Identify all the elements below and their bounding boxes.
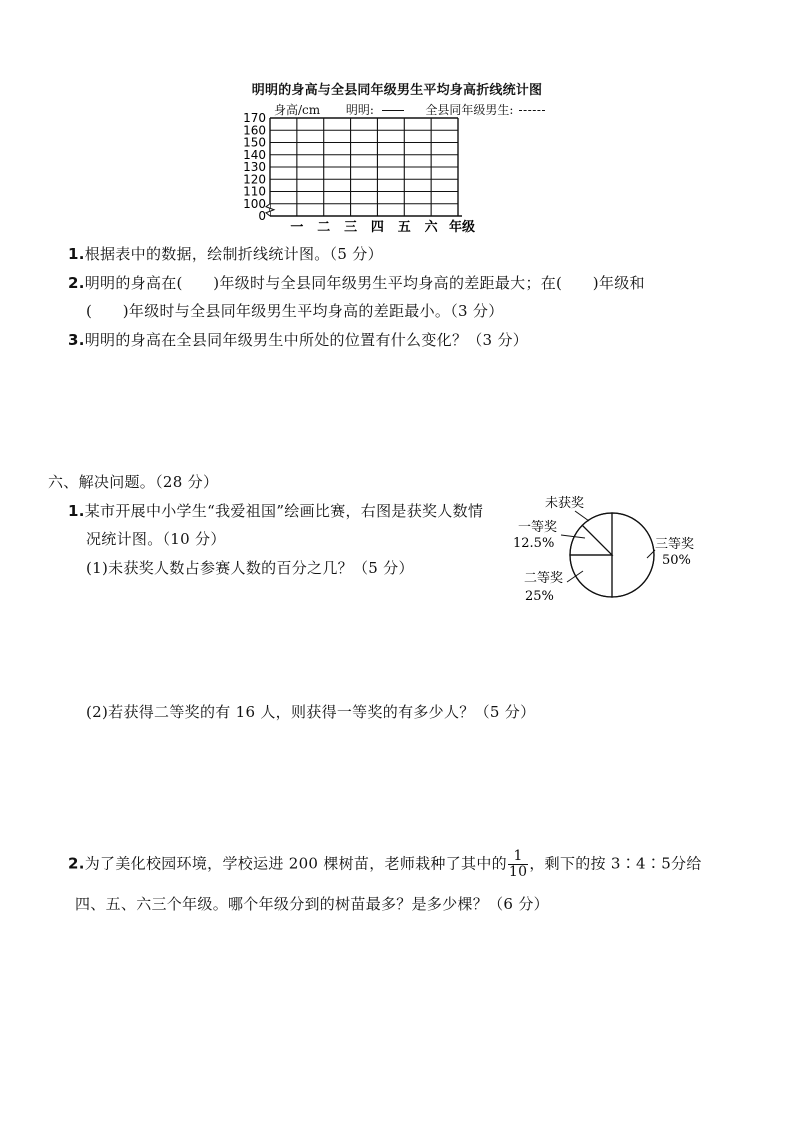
fraction-numerator: 1: [508, 849, 528, 865]
leader-line-weihuojiang: [575, 511, 589, 521]
x-tick-label: 六: [424, 220, 438, 235]
question-number: 1.: [68, 245, 85, 263]
x-tick-labels: [290, 219, 475, 235]
leader-line-erdengjiang: [567, 571, 583, 582]
pie-value-sandengjiang: 50%: [662, 553, 691, 568]
fraction-one-tenth: [508, 849, 528, 880]
question-6-1-sub1: (1)未获奖人数占参赛人数的百分之几？（5 分）: [86, 559, 414, 577]
x-tick-label: 一: [290, 220, 304, 235]
y-tick-labels: [243, 111, 266, 223]
y-tick-label: 130: [243, 160, 266, 174]
section-6-heading: 六、解决问题。（28 分）: [48, 473, 219, 491]
x-tick-label: 四: [370, 220, 384, 235]
x-axis-label: 年级: [448, 220, 476, 235]
question-5-3: [68, 329, 528, 350]
question-text: 根据表中的数据，绘制折线统计图。（5 分）: [84, 245, 383, 263]
pie-slice: [570, 525, 612, 555]
line-chart: [230, 110, 490, 235]
x-tick-label: 二: [317, 220, 331, 235]
x-tick-label: 三: [344, 220, 358, 235]
pie-label-erdengjiang: 二等奖: [524, 571, 564, 586]
y-tick-label: 110: [243, 184, 266, 199]
question-6-1: [68, 500, 483, 521]
question-text: 为了美化校园环境，学校运进 200 棵树苗，老师栽种了其中的: [84, 854, 507, 873]
pie-value-erdengjiang: 25%: [525, 589, 554, 604]
question-5-2-line2: [86, 300, 504, 321]
y-tick-label: 150: [243, 135, 266, 150]
question-text: 某市开展中小学生“我爱祖国”绘画比赛，右图是获奖人数情: [84, 502, 484, 520]
question-text: 明明的身高在全县同年级男生中所处的位置有什么变化？（3 分）: [84, 331, 529, 349]
y-tick-label: 140: [243, 147, 266, 162]
fraction-denominator: 10: [508, 864, 528, 880]
question-number: 2.: [68, 274, 85, 292]
y-tick-label: 160: [243, 123, 266, 138]
question-number: 3.: [68, 331, 85, 349]
question-text: ( )年级时与全县同年级男生平均身高的差距最小。（3 分）: [86, 302, 504, 320]
question-5-2: [68, 272, 645, 293]
question-6-2: [68, 849, 702, 880]
question-6-1-line2: 况统计图。（10 分）: [86, 530, 226, 548]
question-text: 明明的身高在( )年级时与全县同年级男生平均身高的差距最大；在( )年级和: [84, 274, 645, 292]
pie-slices: [570, 513, 654, 597]
pie-label-weihuojiang: 未获奖: [545, 496, 585, 511]
pie-leader-lines: [561, 511, 655, 582]
question-number: 2.: [68, 854, 85, 873]
chart-grid: [266, 118, 462, 216]
y-tick-label: 0: [258, 209, 266, 223]
question-6-2-line2: 四、五、六三个年级。哪个年级分到的树苗最多？是多少棵？（6 分）: [75, 895, 549, 913]
pie-slice: [612, 513, 654, 597]
legend-mingming-label: 明明:: [345, 103, 374, 117]
legend-dashed-line: [519, 110, 545, 111]
pie-value-yidengjiang: 12.5%: [513, 536, 555, 551]
question-5-1: [68, 243, 383, 264]
line-chart-title: 明明的身高与全县同年级男生平均身高折线统计图: [251, 83, 543, 98]
x-tick-label: 五: [397, 220, 411, 235]
question-number: 1.: [68, 502, 85, 520]
question-6-1-sub2: (2)若获得二等奖的有 16 人，则获得一等奖的有多少人？（5 分）: [86, 703, 536, 721]
question-text: ，剩下的按 3∶4∶5分给: [529, 854, 702, 873]
pie-label-yidengjiang: 一等奖: [518, 520, 558, 535]
y-tick-label: 120: [243, 172, 266, 187]
y-tick-label: 100: [243, 196, 266, 211]
axis-break-mark: [266, 204, 274, 216]
legend-county-label: 全县同年级男生:: [425, 103, 514, 117]
pie-label-sandengjiang: 三等奖: [655, 537, 695, 552]
pie-chart: [505, 495, 720, 610]
y-axis-label: 身高/cm: [274, 103, 321, 117]
y-tick-label: 170: [243, 111, 266, 125]
